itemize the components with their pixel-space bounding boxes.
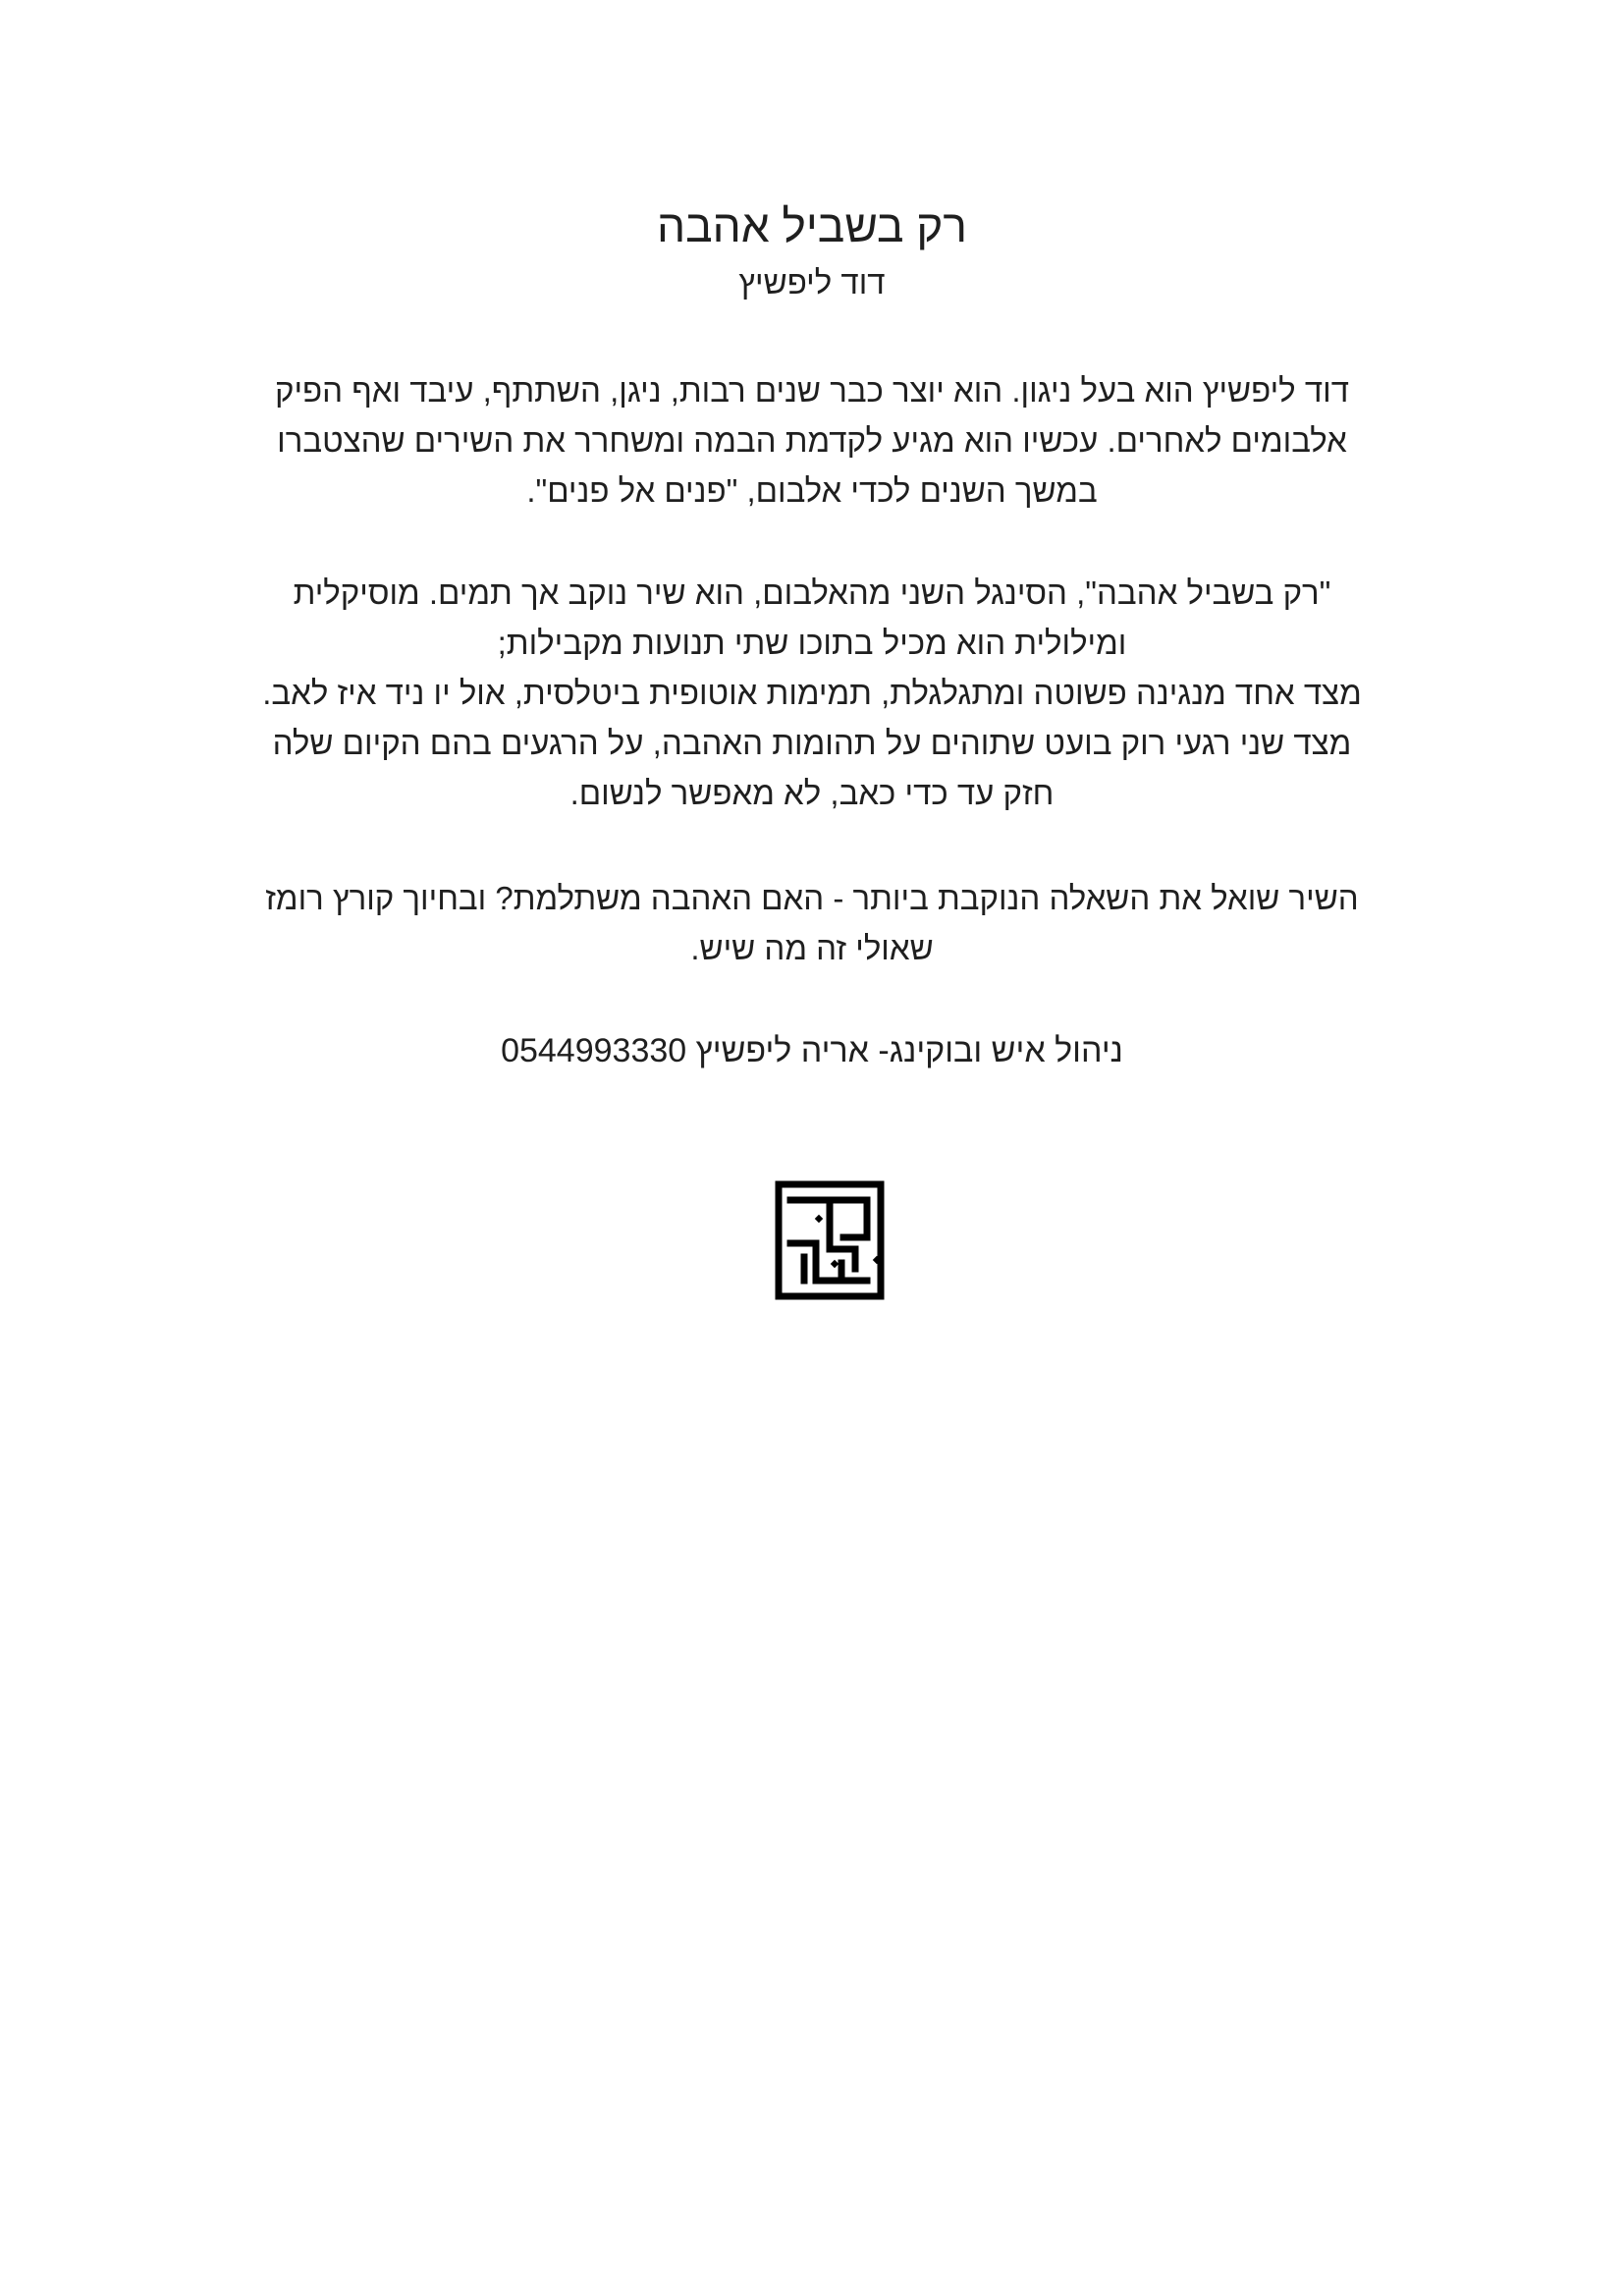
paragraph-line: אלבומים לאחרים. עכשיו הוא מגיע לקדמת הבמה ומשחרר את השירים שהצטברו (277, 422, 1347, 459)
paragraph-line: "רק בשביל אהבה", הסינגל השני מהאלבום, הוא שיר נוקב אך תמים. מוסיקלית (293, 574, 1331, 611)
artist-name: דוד ליפשיץ (738, 264, 886, 301)
paragraph-line: ומילולית הוא מכיל בתוכו שתי תנועות מקבילות; (497, 625, 1127, 661)
logo-icon (773, 1178, 887, 1302)
paragraph-line: חזק עד כדי כאב, לא מאפשר לנשום. (569, 775, 1055, 811)
panim-el-panim-logo (773, 1178, 887, 1302)
paragraph-bio (196, 365, 1428, 516)
paragraph-line: דוד ליפשיץ הוא בעל ניגון. הוא יוצר כבר שנים רבות, ניגן, השתתף, עיבד ואף הפיק (275, 372, 1349, 409)
paragraph-line: מצד אחד מנגינה פשוטה ומתגלגלת, תמימות אוטופית ביטלסית, אול יו ניד איז לאב. (262, 675, 1362, 711)
management-contact: ניהול איש ובוקינג- אריה ליפשיץ 0544993330 (501, 1032, 1123, 1069)
song-title: רק בשביל אהבה (657, 200, 967, 251)
paragraph-single-description (196, 568, 1428, 818)
paragraph-line: מצד שני רגעי רוק בועט שתוהים על תהומות האהבה, על הרגעים בהם הקיום שלה (272, 725, 1352, 761)
paragraph-line: השיר שואל את השאלה הנוקבת ביותר - האם האהבה משתלמת? ובחיוך קורץ רומז (265, 880, 1359, 916)
paragraph-line: במשך השנים לכדי אלבום, "פנים אל פנים". (526, 472, 1098, 509)
paragraph-question (196, 873, 1428, 973)
paragraph-line: שאולי זה מה שיש. (690, 930, 934, 966)
